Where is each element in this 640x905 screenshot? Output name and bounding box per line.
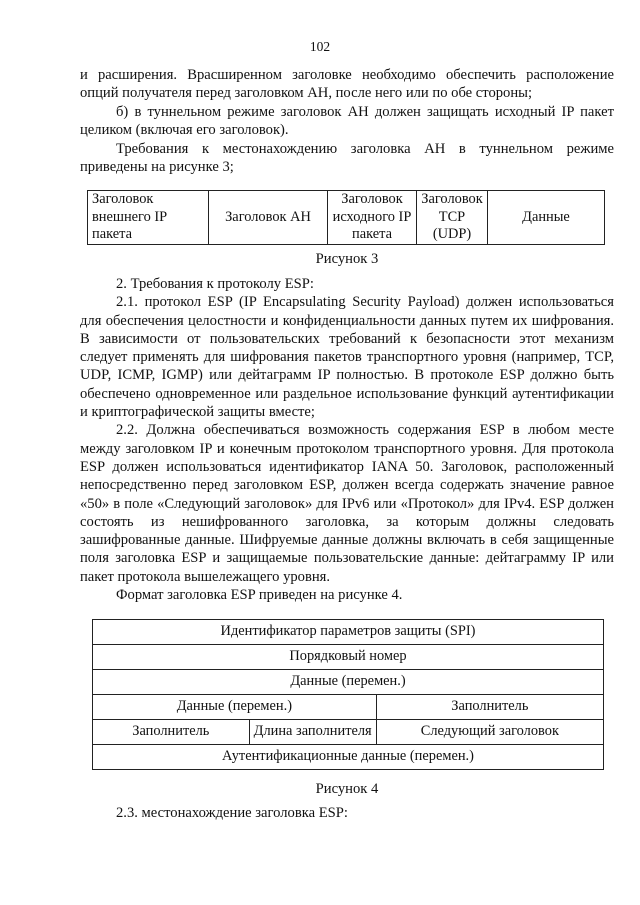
page-number: 102 <box>309 39 331 54</box>
cell-payload-data-partial: Данные (перемен.) <box>93 695 377 720</box>
cell-tcp-udp-header: Заголовок TCP (UDP) <box>417 191 488 245</box>
cell-ah-header: Заголовок АН <box>209 191 328 245</box>
cell-pad-length: Длина заполнителя <box>249 720 376 745</box>
table-row <box>93 745 604 770</box>
table-row <box>93 620 604 645</box>
cell-data: Данные <box>488 191 605 245</box>
table-row <box>93 695 604 720</box>
cell-outer-ip-header: Заголовок внешнего IP пакета <box>88 191 209 245</box>
table-row <box>93 645 604 670</box>
table-row <box>93 670 604 695</box>
text-block-middle <box>80 275 614 604</box>
table-row <box>88 191 605 245</box>
cell-spi: Идентификатор параметров защиты (SPI) <box>93 620 604 645</box>
section-heading: 2. Требования к протоколу ESP: <box>116 276 314 292</box>
figure-3-caption: Рисунок 3 <box>315 251 379 267</box>
paragraph: и расширения. Врасширенном заголовке необходимо обеспечить расположение опций получателя перед заголовком АН, после него или по обе стороны; <box>80 67 614 102</box>
cell-original-ip-header: Заголовок исходного IP пакета <box>328 191 417 245</box>
paragraph: Формат заголовка ESP приведен на рисунке 4. <box>116 587 403 604</box>
paragraph: Требования к местонахождению заголовка АН в туннельном режиме приведены на рисунке 3; <box>80 141 614 176</box>
paragraph: 2.1. протокол ESP (IP Encapsulating Security Payload) должен использоваться для обеспечения целостности и конфиденциальности данных путем их шифрования. В зависимости от пользовательских требований к безопасности этот механизм следует применять для шифрования пакетов транспортного уровня (например, TCP, UDP, ICMP, IGMP) или дейтаграмм IP полностью. В протоколе ESP должно быть обеспечено одновременное или раздельное использование функций аутентификации и криптографической защиты вместе; <box>80 294 614 421</box>
text-block-top <box>80 66 614 177</box>
text-block-bottom <box>80 804 614 822</box>
paragraph: 2.2. Должна обеспечиваться возможность содержания ESP в любом месте между заголовком IP и конечным протоколом транспортного уровня. Для протокола ESP должен использоваться идентификатор IANA 50. Заголовок, расположенный непосредственно перед заголовком ESP, должен всегда содержать значение равное «50» в поле «Следующий заголовок» для IPv6 или «Протокол» для IPv4. ESP должен состоять из нешифрованного заголовка, за которым должны следовать зашифрованные данные. Шифруемые данные должны включать в себя защищенные поля заголовка ESP и защищаемые пользовательские данные: дейтаграмму IP или пакет протокола вышележащего уровня. <box>80 422 614 585</box>
figure-4-esp-header-table <box>92 619 604 770</box>
section-heading: 2.3. местонахождение заголовка ESP: <box>116 805 348 821</box>
figure-3-table <box>87 190 605 245</box>
cell-padding: Заполнитель <box>93 720 250 745</box>
figure-4-caption: Рисунок 4 <box>315 781 379 797</box>
cell-auth-data: Аутентификационные данные (перемен.) <box>93 745 604 770</box>
paragraph: б) в туннельном режиме заголовок АН должен защищать исходный IP пакет целиком (включая его заголовок). <box>80 103 614 138</box>
cell-padding: Заполнитель <box>376 695 603 720</box>
table-row <box>93 720 604 745</box>
cell-next-header: Следующий заголовок <box>376 720 603 745</box>
cell-sequence-number: Порядковый номер <box>93 645 604 670</box>
cell-payload-data: Данные (перемен.) <box>93 670 604 695</box>
